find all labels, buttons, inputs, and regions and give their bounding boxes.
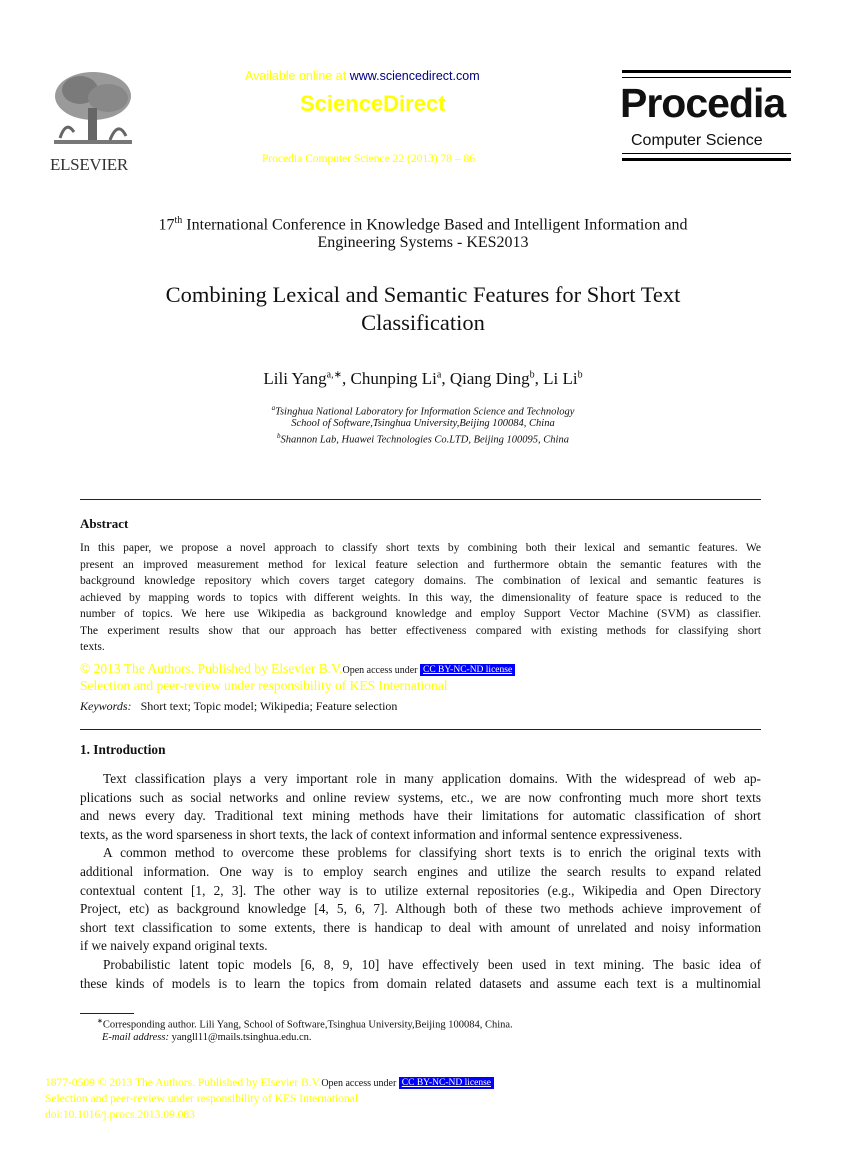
footnote-email: E-mail address: yangll11@mails.tsinghua.edu.cn. bbox=[102, 1032, 312, 1043]
available-label: Available online at bbox=[245, 69, 350, 83]
paragraph-line: contextual content [1, 2, 3]. The other way is to utilize external repositories (e.g., Wikipedia and Open Directory bbox=[80, 882, 761, 898]
paragraph-line: additional information. One way is to employ search engines and utilize the search results to expand related bbox=[80, 864, 761, 879]
sciencedirect-link[interactable]: www.sciencedirect.com bbox=[349, 69, 480, 83]
paragraph-line: A common method to overcome these problems for classifying short texts is to enrich the original texts with bbox=[103, 845, 761, 861]
affiliation: $^a$Tsinghua National Laboratory for Information Science and Technology bbox=[271, 404, 575, 418]
license-link[interactable]: CC BY-NC-ND license bbox=[420, 664, 515, 676]
abstract-line: achieved by mapping words to topics with different weights. In this way, the dimensionality of feature space is reduced to the bbox=[80, 590, 761, 604]
author: Li Li bbox=[543, 369, 578, 388]
footer-copyright: 1877-0509 © 2013 The Authors. Published by Elsevier B.V.Open access under CC BY-NC-ND license bbox=[45, 1077, 494, 1089]
affiliation: School of Software,Tsinghua University,Beijing 100084, China bbox=[291, 418, 555, 429]
paragraph-line: Probabilistic latent topic models [6, 8, 9, 10] have effectively been used in text mining. The basic idea of bbox=[103, 957, 761, 972]
section-heading-introduction: 1. Introduction bbox=[80, 742, 166, 757]
abstract-line: In this paper, we propose a novel approach to classify short texts by combining both their lexical and semantic features. We bbox=[80, 541, 761, 554]
paragraph-line: texts, as the word sparseness in short texts, the lack of context information and informal sentence expressiveness. bbox=[80, 826, 683, 842]
divider bbox=[80, 729, 761, 730]
abstract-line: background knowledge repository which covers target category domains. The combination of lexical and semantic features is bbox=[80, 574, 761, 587]
available-online bbox=[245, 69, 480, 83]
abstract-line: texts. bbox=[80, 640, 105, 653]
conference-line-2: Engineering Systems - KES2013 bbox=[317, 234, 529, 251]
abstract-line: present an improved measurement method for lexical feature selection and furthermore obtain the semantic features with the bbox=[80, 557, 761, 571]
email-link[interactable]: yangll11@mails.tsinghua.edu.cn. bbox=[171, 1032, 312, 1043]
elsevier-tree-icon bbox=[50, 68, 136, 148]
affiliation: $^b$Shannon Lab, Huawei Technologies Co.LTD, Beijing 100095, China bbox=[277, 432, 569, 446]
paper-title-line-1: Combining Lexical and Semantic Features for Short Text bbox=[165, 282, 681, 307]
paragraph-line: Text classification plays a very important role in many application domains. With the widespread of web ap- bbox=[103, 771, 761, 786]
paragraph-line: short text classification to some extents, there is handicap to deal with amount of unrelated and noisy information bbox=[80, 919, 761, 935]
paragraph-line: and news every day. Traditional text mining methods have their limitations for automatic classification of short bbox=[80, 808, 761, 824]
citation: Procedia Computer Science 22 (2013) 78 – 86 bbox=[262, 153, 476, 165]
author: Lili Yang bbox=[263, 369, 327, 388]
sciencedirect-logo: ScienceDirect bbox=[300, 91, 446, 116]
peer-review-line: Selection and peer-review under responsibility of KES International bbox=[80, 678, 448, 693]
procedia-wordmark: Procedia bbox=[620, 80, 786, 126]
divider bbox=[80, 499, 761, 500]
abstract-heading: Abstract bbox=[80, 516, 129, 531]
abstract-line: number of topics. We here use Wikipedia as background knowledge and employ Support Vector Machine (SVM) as classifier. bbox=[80, 607, 761, 620]
paragraph-line: plications such as social networks and online review systems, etc., we are now confronting much more short texts bbox=[80, 789, 761, 805]
abstract-line: The experiment results show that our approach has better effectiveness compared with existing methods for classifying short bbox=[80, 623, 761, 637]
elsevier-logo bbox=[50, 68, 136, 174]
footer-license-link[interactable]: CC BY-NC-ND license bbox=[399, 1077, 494, 1089]
paragraph-line: if we naively expand original texts. bbox=[80, 938, 268, 954]
footnote-corresponding: ∗Corresponding author. Lili Yang, School of Software,Tsinghua University,Beijing 100084, China. bbox=[97, 1017, 513, 1031]
footer-peer-review: Selection and peer-review under responsibility of KES International bbox=[45, 1093, 359, 1105]
keywords: Keywords: Short text; Topic model; Wikipedia; Feature selection bbox=[80, 699, 398, 713]
author: Chunping Li bbox=[350, 369, 437, 388]
paragraph-line: these kinds of models is to learn the topics from domain related datasets and assume each text is a multinomial bbox=[80, 975, 761, 991]
footer-doi: doi:10.1016/j.procs.2013.09.083 bbox=[45, 1109, 195, 1121]
author: Qiang Ding bbox=[449, 369, 530, 388]
procedia-subtitle: Computer Science bbox=[631, 132, 763, 149]
author-list: Lili Yang$^{a,∗}$, Chunping Li$^a$, Qiang Ding$^b$, Li Li$^b$ bbox=[263, 369, 583, 388]
paragraph-line: Project, etc) as background knowledge [4, 5, 6, 7]. Although both of these two methods achieve improvement of bbox=[80, 901, 761, 917]
copyright-line: © 2013 The Authors. Published by Elsevier B.V.Open access under CC BY-NC-ND license bbox=[80, 661, 515, 677]
publisher-name: ELSEVIER bbox=[50, 155, 128, 174]
conference-line-1: 17th International Conference in Knowledge Based and Intelligent Information and bbox=[158, 215, 688, 234]
paper-title-line-2: Classification bbox=[361, 310, 485, 335]
footnote-rule bbox=[80, 1013, 134, 1014]
